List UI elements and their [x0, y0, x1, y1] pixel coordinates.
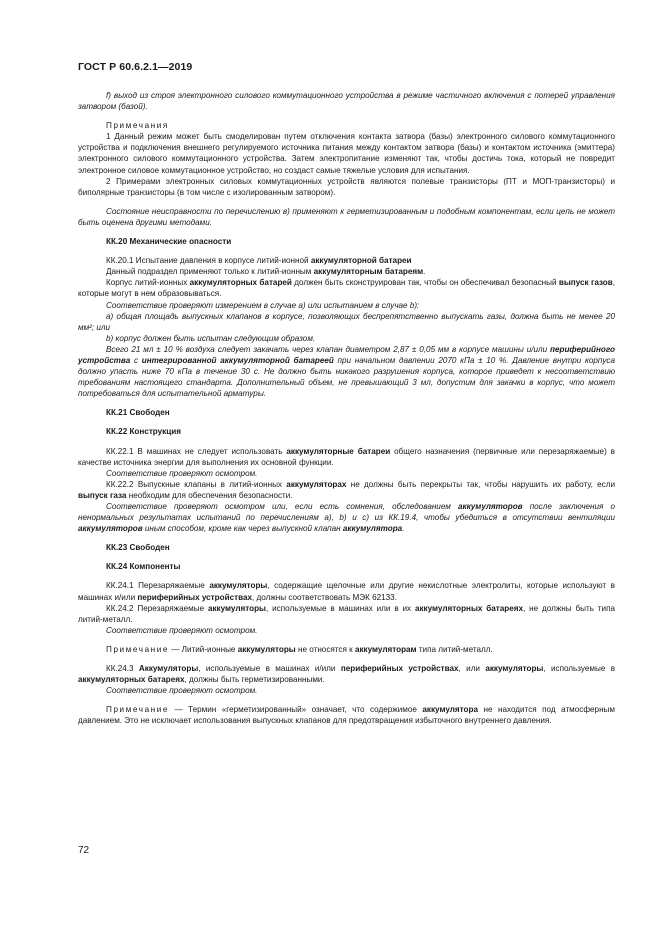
section-heading-kk20: КК.20 Механические опасности — [106, 237, 232, 247]
document-body — [78, 90, 615, 727]
clause-kk22-1: КК.22.1 В машинах не следует использовать аккумуляторные батареи общего назначения (первичные или перезаряжаемые) в качестве источника энергии для выполнения их основной функции. — [78, 446, 615, 467]
clause-kk20-1-scope: Данный подраздел применяют только к литий-ионным аккумуляторным батареям. — [106, 267, 426, 277]
list-item-f: f) выход из строя электронного силового коммутационного устройства в режиме частичного включения с потерей управления затвором (базой). — [78, 91, 615, 112]
clause-kk22-2: КК.22.2 Выпускные клапаны в литий-ионных аккумуляторах не должны быть перекрыты так, чтобы нарушить их работу, если выпуск газа необходим для обеспечения безопасности. — [78, 479, 615, 500]
note-sealed-term: Примечание — Термин «герметизированный» означает, что содержимое аккумулятора не находится под атмосферным давлением. Это не исключает использования выпускных клапанов для предотвращения избыточного внутреннего давления. — [78, 705, 615, 726]
section-heading-kk23: КК.23 Свободен — [106, 543, 170, 553]
clause-kk24-2: КК.24.2 Перезаряжаемые аккумуляторы, используемые в машинах или в их аккумуляторных батареях, не должны быть типа литий-металл. — [78, 603, 615, 624]
list-item-a: a) общая площадь выпускных клапанов в корпусе, позволяющих беспрепятственно выпускать газы, должна быть не менее 20 мм²; или — [78, 311, 615, 332]
note-1: 1 Данный режим может быть смоделирован путем отключения контакта затвора (базы) электронного силового коммутационного устройства и подключения внешнего регулируемого источника питания между контактом затвора (базы) и контактом источника (эмиттера) электронного силового коммутационного устройства. Затем электропитание изменяют так, чтобы достичь тока, который не повредит электронное силовое коммутационное устройство, но создаст самые тяжелые условия для испытания. — [78, 132, 615, 175]
compliance-kk24-3: Соответствие проверяют осмотром. — [106, 686, 258, 696]
note-2: 2 Примерами электронных силовых коммутационных устройств являются полевые транзисторы (ПТ и МОП-транзисторы) и биполярные транзисторы (в том числе с изолированным затвором). — [78, 176, 615, 197]
clause-kk20-1-housing: Корпус литий-ионных аккумуляторных батарей должен быть сконструирован так, чтобы он обеспечивал безопасный выпуск газов, которые могут в нем образовываться. — [78, 278, 616, 299]
section-heading-kk24: КК.24 Компоненты — [106, 562, 181, 572]
compliance-kk24-2: Соответствие проверяют осмотром. — [106, 625, 258, 635]
compliance-kk20-1: Соответствие проверяют измерением в случае а) или испытанием в случае b): — [106, 300, 420, 310]
page-number: 72 — [78, 845, 90, 856]
clause-kk20-1: КК.20.1 Испытание давления в корпусе литий-ионной аккумуляторной батареи — [106, 256, 412, 266]
section-heading-kk21: КК.21 Свободен — [106, 408, 170, 418]
clause-kk24-1: КК.24.1 Перезаряжаемые аккумуляторы, содержащие щелочные или другие некислотные электролиты, которые используют в машинах и/или периферийных устройствах, должны соответствовать МЭК 62133. — [78, 581, 615, 602]
section-heading-kk22: КК.22 Конструкция — [106, 427, 181, 437]
compliance-kk22-2: Соответствие проверяют осмотром или, если есть сомнения, обследованием аккумуляторов после заключения о ненормальных результатах испытаний по перечислениям а), b) и с) из КК.19.4, чтобы убедиться в отсутствии вентиляции аккумуляторов иным способом, кроме как через выпускной клапан аккумулятора. — [78, 502, 615, 534]
compliance-kk22-1: Соответствие проверяют осмотром. — [106, 468, 258, 478]
list-item-b: b) корпус должен быть испытан следующим образом. — [106, 333, 316, 343]
test-procedure: Всего 21 мл ± 10 % воздуха следует закачать через клапан диаметром 2,87 ± 0,05 мм в корпусе машины и/или периферийного устройства с интегрированной аккумуляторной батареей при начальном давлении 2070 кПа ± 10 %. Давление внутри корпуса должно упасть ниже 70 кПа в течение 30 с. Не должно быть никакого разрушения корпуса, которое приведет к несоответствию требованиям настоящего стандарта. Дополнительный объем, не превышающий 3 мл, допустим для закачки в корпус, что может потребоваться для испытательной арматуры. — [78, 344, 615, 399]
statement-fault-condition: Состояние неисправности по перечислению в) применяют к герметизированным и подобным компонентам, если цепь не может быть оценена другими методами. — [78, 206, 615, 227]
doc-header: ГОСТ Р 60.6.2.1—2019 — [78, 61, 193, 73]
clause-kk24-3: КК.24.3 Аккумуляторы, используемые в машинах и/или периферийных устройствах, или аккумуляторы, используемые в аккумуляторных батареях, должны быть герметизированными. — [78, 664, 616, 685]
note-lithium-ion: Примечание — Литий-ионные аккумуляторы не относятся к аккумуляторам типа литий-металл. — [106, 644, 493, 654]
notes-title: Примечания — [106, 121, 169, 131]
